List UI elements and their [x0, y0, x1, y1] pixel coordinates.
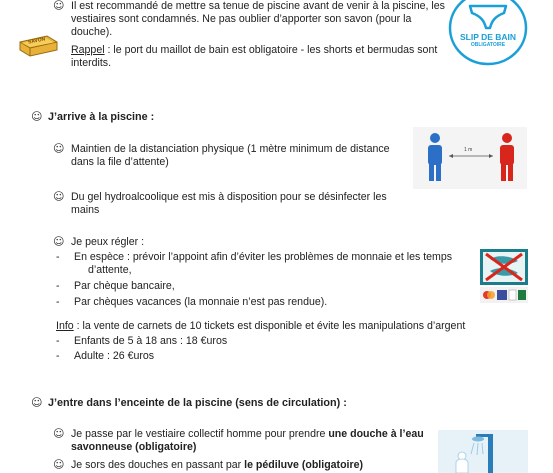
smiley-icon: ☺	[53, 458, 65, 471]
soap-image	[17, 34, 59, 58]
smiley-icon: ☺	[31, 110, 43, 123]
list-dash: -	[56, 280, 60, 292]
distancing-image	[413, 127, 527, 189]
footbath-text	[71, 459, 363, 473]
info-note	[56, 320, 465, 334]
intro-text-line: douche).	[71, 26, 113, 38]
payment-heading: Je peux régler :	[71, 236, 145, 248]
smiley-icon: ☺	[53, 190, 65, 203]
payment-methods-image	[480, 249, 528, 303]
swim-briefs-badge	[448, 0, 528, 66]
section-heading-entry: J’entre dans l’enceinte de la piscine (sens de circulation) :	[48, 397, 347, 409]
shower-text-line2: savonneuse (obligatoire)	[71, 441, 197, 453]
payment-item-check: Par chèque bancaire,	[74, 280, 175, 292]
payment-item-cash: En espèce : prévoir l’appoint afin d’éviter les problèmes de monnaie et les temps	[74, 251, 453, 263]
badge-subtitle: OBLIGATOIRE	[470, 42, 506, 48]
footbath-text-start: Je sors des douches en passant par	[71, 459, 245, 471]
intro-text-line: vestiaires sont condamnés. Ne pas oublier d’apporter son savon (pour la	[71, 13, 412, 25]
list-dash: -	[56, 296, 60, 308]
distance-label: 1 m	[464, 147, 473, 153]
smiley-icon: ☺	[53, 0, 65, 12]
rappel-note-line2: interdits.	[71, 57, 112, 69]
shower-image	[438, 430, 528, 473]
list-dash: -	[56, 350, 60, 362]
rappel-note	[71, 44, 437, 58]
rappel-text: : le port du maillot de bain est obligatoire - les shorts et bermudas sont	[104, 44, 438, 56]
soap-label: SAVON	[27, 36, 46, 46]
gel-text: mains	[71, 204, 100, 216]
footbath-text-bold: le pédiluve (obligatoire)	[244, 459, 364, 471]
payment-item-vouchers: Par chèques vacances (la monnaie n’est pas rendue).	[74, 296, 328, 308]
smiley-icon: ☺	[53, 427, 65, 440]
shower-text-bold: une douche à l’eau	[328, 428, 424, 440]
shower-text	[71, 428, 424, 442]
info-text: : la vente de carnets de 10 tickets est disponible et évite les manipulations d’argent	[73, 320, 466, 332]
distancing-text: dans la file d’attente)	[71, 156, 169, 168]
shower-text-start: Je passe par le vestiaire collectif homme pour prendre	[71, 428, 329, 440]
intro-text-line: Il est recommandé de mettre sa tenue de piscine avant de venir à la piscine, les	[71, 0, 445, 12]
distancing-text: Maintien de la distanciation physique (1 mètre minimum de distance	[71, 143, 390, 155]
smiley-icon: ☺	[53, 142, 65, 155]
price-adult: Adulte : 26 €uros	[74, 350, 155, 362]
list-dash: -	[56, 251, 60, 263]
rappel-label: Rappel	[71, 44, 105, 56]
payment-item-cash: d’attente,	[88, 264, 132, 276]
gel-text: Du gel hydroalcoolique est mis à disposition pour se désinfecter les	[71, 191, 387, 203]
section-heading-arrival: J’arrive à la piscine :	[48, 111, 155, 123]
info-label: Info	[56, 320, 74, 332]
smiley-icon: ☺	[31, 396, 43, 409]
price-children: Enfants de 5 à 18 ans : 18 €uros	[74, 335, 228, 347]
smiley-icon: ☺	[53, 235, 65, 248]
list-dash: -	[56, 335, 60, 347]
badge-title: SLIP DE BAIN	[459, 32, 517, 42]
